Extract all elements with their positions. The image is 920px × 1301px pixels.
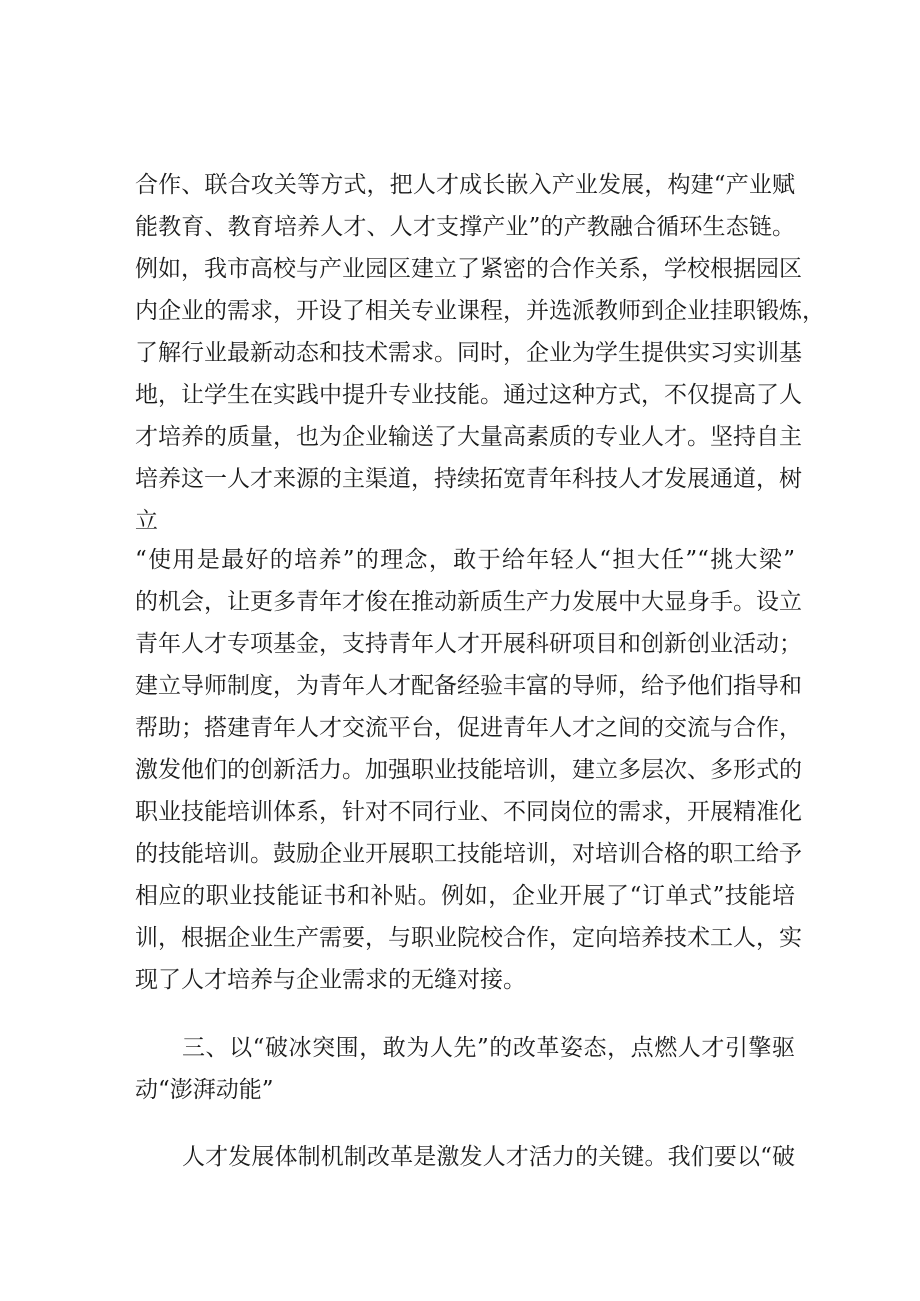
text-line: 培养这一人才来源的主渠道，持续拓宽青年科技人才发展通道，树 xyxy=(135,466,802,492)
text-line: 职业技能培训体系，针对不同行业、不同岗位的需求，开展精准化 xyxy=(135,799,802,825)
text-line: 立 xyxy=(135,508,158,534)
text-line: 的技能培训。鼓励企业开展职工技能培训，对培训合格的职工给予 xyxy=(135,841,802,867)
text-line: 激发他们的创新活力。加强职业技能培训，建立多层次、多形式的 xyxy=(135,757,802,783)
text-line: 建立导师制度，为青年人才配备经验丰富的导师，给予他们指导和 xyxy=(135,673,802,699)
section-heading-line: 三、以“破冰突围，敢为人先”的改革姿态，点燃人才引擎驱 xyxy=(182,1035,795,1061)
text-line: 训，根据企业生产需要，与职业院校合作，定向培养技术工人，实 xyxy=(135,925,802,951)
text-line: 合作、联合攻关等方式，把人才成长嵌入产业发展，构建“产业赋 xyxy=(135,172,795,198)
text-line: 帮助；搭建青年人才交流平台，促进青年人才之间的交流与合作， xyxy=(135,715,802,741)
text-line: 地，让学生在实践中提升专业技能。通过这种方式，不仅提高了人 xyxy=(135,382,802,408)
text-line: 能教育、教育培养人才、人才支撑产业”的产教融合循环生态链。 xyxy=(135,214,795,240)
text-line: 人才发展体制机制改革是激发人才活力的关键。我们要以“破 xyxy=(182,1144,795,1170)
text-line: 的机会，让更多青年才俊在推动新质生产力发展中大显身手。设立 xyxy=(135,589,802,615)
section-heading-line: 动“澎湃动能” xyxy=(135,1077,274,1103)
text-line: 例如，我市高校与产业园区建立了紧密的合作关系，学校根据园区 xyxy=(135,256,802,282)
text-line: 青年人才专项基金，支持青年人才开展科研项目和创新创业活动； xyxy=(135,631,802,657)
text-line: 相应的职业技能证书和补贴。例如，企业开展了“订单式”技能培 xyxy=(135,883,795,909)
text-line: 内企业的需求，开设了相关专业课程，并选派教师到企业挂职锻炼， xyxy=(135,298,825,324)
text-line: 现了人才培养与企业需求的无缝对接。 xyxy=(135,967,526,993)
text-line: “使用是最好的培养”的理念，敢于给年轻人“担大任”“挑大梁” xyxy=(135,547,795,573)
text-line: 才培养的质量，也为企业输送了大量高素质的专业人才。坚持自主 xyxy=(135,424,802,450)
text-line: 了解行业最新动态和技术需求。同时，企业为学生提供实习实训基 xyxy=(135,340,802,366)
